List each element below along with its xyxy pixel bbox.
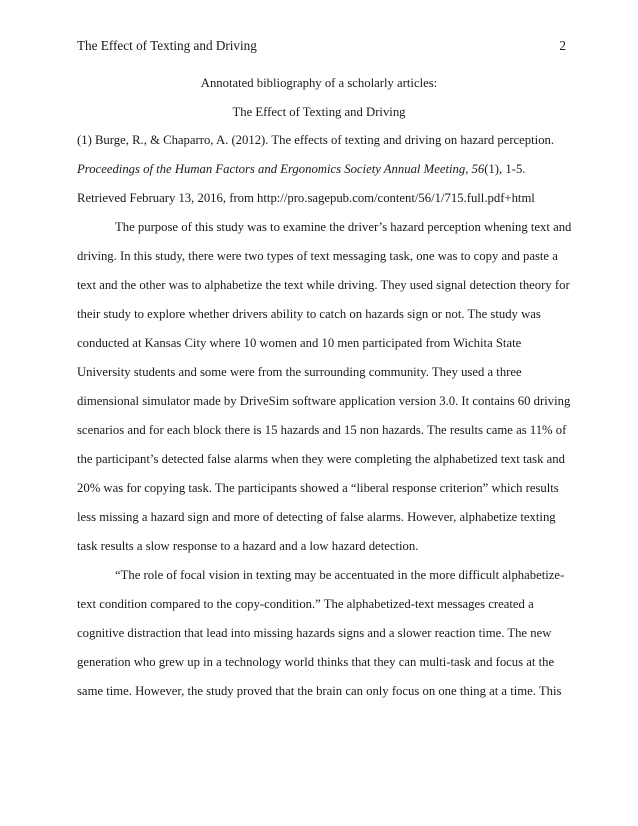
paragraph-2-line: “The role of focal vision in texting may be accentuated in the more difficult alphabetize- bbox=[115, 568, 565, 582]
paragraph-1-line: 20% was for copying task. The participants showed a “liberal response criterion” which results bbox=[77, 481, 559, 495]
citation-line-2 bbox=[77, 160, 525, 178]
paragraph-1-line: conducted at Kansas City where 10 women and 10 men participated from Wichita State bbox=[77, 336, 522, 350]
paragraph-1-line: University students and some were from the surrounding community. They used a three bbox=[77, 365, 522, 379]
document-title-line-2: The Effect of Texting and Driving bbox=[232, 105, 406, 119]
paragraph-2-line: generation who grew up in a technology world thinks that they can multi-task and focus at the bbox=[77, 655, 555, 669]
citation-line-3: Retrieved February 13, 2016, from http://pro.sagepub.com/content/56/1/715.full.pdf+html bbox=[77, 191, 535, 205]
paragraph-2-line: cognitive distraction that lead into missing hazards signs and a slower reaction time. The new bbox=[77, 626, 552, 640]
paragraph-1-line: their study to explore whether drivers ability to catch on hazards sign or not. The study was bbox=[77, 307, 541, 321]
paragraph-2-line: same time. However, the study proved that the brain can only focus on one thing at a time. This bbox=[77, 684, 562, 698]
running-head: The Effect of Texting and Driving bbox=[77, 38, 257, 53]
citation-journal: Proceedings of the Human Factors and Ergonomics Society Annual Meeting, 56 bbox=[77, 162, 485, 176]
page-header bbox=[77, 36, 566, 56]
paragraph-2-line: text condition compared to the copy-condition.” The alphabetized-text messages created a bbox=[77, 597, 534, 611]
paragraph-1-line: text and the other was to alphabetize the text while driving. They used signal detection theory for bbox=[77, 278, 570, 292]
paragraph-1-line: The purpose of this study was to examine the driver’s hazard perception whening text and bbox=[115, 220, 572, 234]
paragraph-1-line: task results a slow response to a hazard and a low hazard detection. bbox=[77, 539, 419, 553]
paragraph-1-line: scenarios and for each block there is 15 hazards and 15 non hazards. The results came as 11% of bbox=[77, 423, 567, 437]
citation-issue-pages: (1), 1-5. bbox=[484, 162, 526, 176]
document-title-line-1: Annotated bibliography of a scholarly articles: bbox=[200, 76, 438, 90]
citation-line-1: (1) Burge, R., & Chaparro, A. (2012). The effects of texting and driving on hazard perception. bbox=[77, 133, 555, 147]
paragraph-1-line: driving. In this study, there were two types of text messaging task, one was to copy and paste a bbox=[77, 249, 558, 263]
paragraph-1-line: less missing a hazard sign and more of detecting of false alarms. However, alphabetize texting bbox=[77, 510, 556, 524]
paragraph-1-line: the participant’s detected false alarms when they were completing the alphabetized text task and bbox=[77, 452, 565, 466]
paragraph-1-line: dimensional simulator made by DriveSim software application version 3.0. It contains 60 driving bbox=[77, 394, 571, 408]
page-number: 2 bbox=[559, 38, 566, 53]
